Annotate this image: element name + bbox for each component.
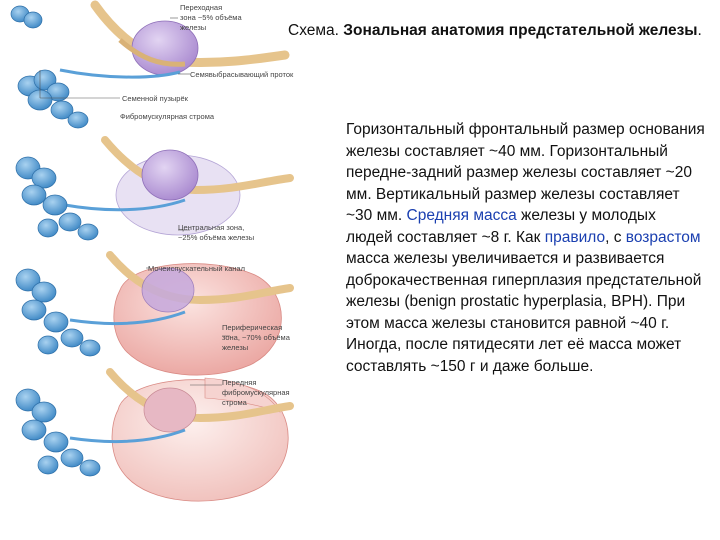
title-bold: Зональная анатомия предстательной железы (343, 22, 698, 39)
label-anterior-stroma: Фибромускулярная строма (120, 112, 215, 121)
title-prefix: Схема. (288, 22, 344, 39)
link-average-mass[interactable]: Средняя масса (406, 207, 517, 224)
label-transition-zone-line3: железы (180, 23, 207, 32)
link-rule[interactable]: правило (544, 228, 606, 246)
title-suffix: . (697, 22, 702, 39)
label-prostate-line2: фибромускулярная (222, 388, 290, 397)
slide-title (288, 20, 708, 41)
seminal-vesicle (16, 157, 98, 240)
panel-transition-zone (11, 5, 285, 128)
body-part3: , с (605, 228, 626, 246)
label-central-zone-line2: ~25% объёма железы (178, 233, 255, 242)
label-transition-zone-line1: Переходная (180, 3, 223, 12)
label-prostate-line1: Передняя (222, 378, 257, 387)
panel-peripheral-zone (16, 255, 290, 375)
prostate-zonal-anatomy-diagram (0, 0, 340, 540)
body-part1: Горизонтальный фронтальный размер основания железы составляет ~40 мм. Горизонтальный передне-задний размер железы составляет ~20 мм. Вертикальный размер железы составляет ~30 мм. (346, 121, 705, 224)
central-zone-shape (142, 150, 198, 200)
label-central-zone-line1: Центральная зона, (178, 223, 245, 232)
seminal-vesicle (16, 389, 100, 476)
label-urethra: Мочеиспускательный канал (148, 264, 245, 273)
seminal-vesicle (16, 269, 100, 356)
label-ejaculatory-duct: Семявыбрасывающий проток (190, 70, 294, 79)
panel-central-zone (16, 140, 290, 240)
label-transition-zone-line2: зона ~5% объёма (180, 13, 242, 22)
inner-zone-shape (144, 388, 196, 432)
body-part4: масса железы увеличивается и развивается доброкачественная гиперплазия предстательной железы (benign prostatic hyperplasia, BPH). При этом масса железы становится равной ~40 г. Иногда, после пятидесяти лет её масса может составлять ~150 г и даже больше. (346, 250, 702, 375)
label-peripheral-zone-line3: железы (222, 343, 249, 352)
label-seminal-vesicle: Семенной пузырёк (122, 94, 188, 103)
label-peripheral-zone-line1: Периферическая (222, 323, 283, 332)
body-part2: железы у молодых людей составляет ~8 г. Как (346, 207, 656, 246)
link-age[interactable]: возрастом (625, 228, 701, 246)
label-peripheral-zone-line2: зона, ~70% объёма (222, 333, 290, 342)
label-prostate-line3: строма (222, 398, 247, 407)
description-paragraph (346, 119, 706, 377)
central-zone-shape (142, 268, 194, 312)
seminal-vesicle (11, 6, 88, 128)
